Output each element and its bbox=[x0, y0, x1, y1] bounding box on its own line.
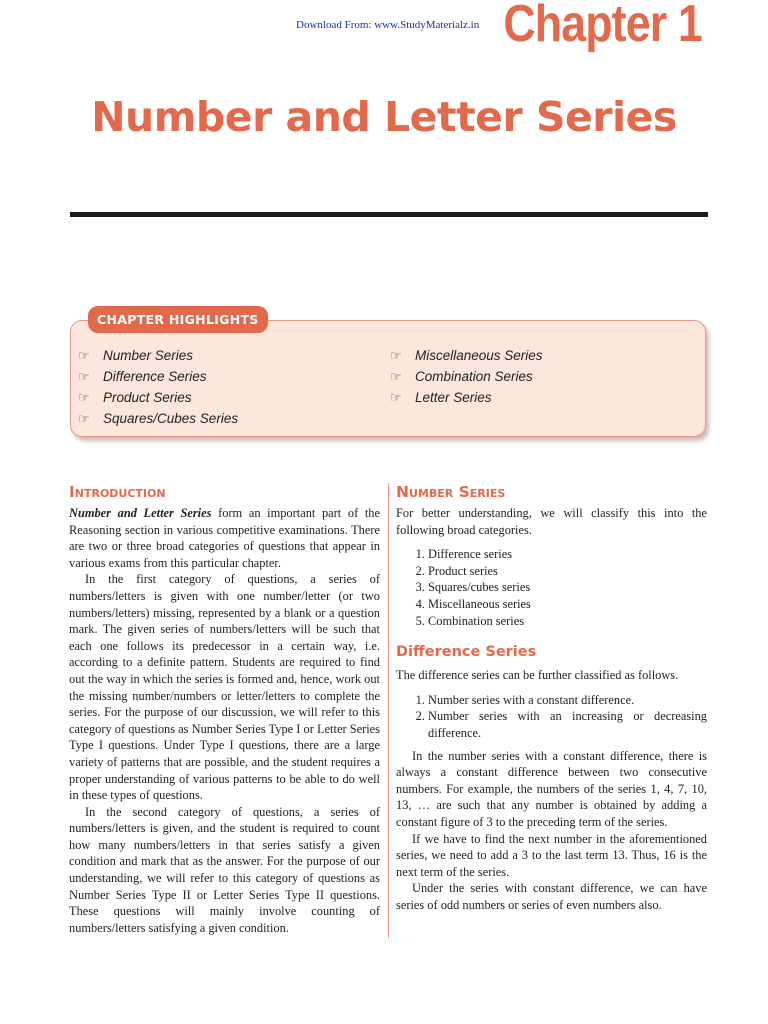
highlight-item bbox=[78, 345, 238, 366]
number-series-categories-list bbox=[396, 546, 707, 629]
highlight-item bbox=[78, 366, 238, 387]
chapter-label: Chapter 1 bbox=[503, 0, 702, 53]
pointing-hand-icon: ☞ bbox=[390, 347, 402, 363]
list-item: 1. Difference series bbox=[428, 546, 707, 563]
intro-lead-phrase: Number and Letter Series bbox=[69, 506, 212, 520]
intro-paragraph-1-text: form an important part of the Reasoning section in various competitive examinations. There are two or three broad categories of questions that appear in various exams from this particular chapter. bbox=[69, 506, 380, 570]
highlights-right-list bbox=[390, 345, 543, 408]
list-item: 2. Product series bbox=[428, 563, 707, 580]
pointing-hand-icon: ☞ bbox=[78, 389, 90, 405]
difference-series-paragraph-3: Under the series with constant difference, we can have series of odd numbers or series of even numbers also. bbox=[396, 881, 707, 912]
highlight-label: Product Series bbox=[103, 390, 192, 405]
pointing-hand-icon: ☞ bbox=[390, 368, 402, 384]
chapter-title: Number and Letter Series bbox=[91, 93, 677, 141]
pointing-hand-icon: ☞ bbox=[78, 410, 90, 426]
introduction-column bbox=[69, 482, 380, 936]
highlight-item bbox=[390, 345, 543, 366]
difference-series-paragraph-2: If we have to find the next number in the aforementioned series, we need to add a 3 to the last term 13. Thus, 16 is the next term of the series. bbox=[396, 831, 707, 879]
highlight-label: Miscellaneous Series bbox=[415, 348, 543, 363]
introduction-paragraph-3: In the second category of questions, a series of numbers/letters is given, and the student is required to count how many numbers/letters in that series satisfy a given condition and mark that as the answer. For the purpose of our understanding, we will refer to this category of questions as Number Series Type II or Letter Series Type II questions. These questions will mainly involve counting of numbers/letters satisfying a given condition. bbox=[69, 804, 380, 935]
list-item: 2. Number series with an increasing or decreasing difference. bbox=[428, 708, 707, 741]
highlight-label: Letter Series bbox=[415, 390, 492, 405]
list-item: 1. Number series with a constant difference. bbox=[428, 692, 707, 709]
difference-series-heading: Difference Series bbox=[396, 644, 537, 661]
list-item: 4. Miscellaneous series bbox=[428, 596, 707, 613]
number-series-column bbox=[396, 482, 707, 913]
highlight-item bbox=[390, 366, 543, 387]
highlight-item bbox=[390, 387, 543, 408]
introduction-heading: Introduction bbox=[69, 483, 166, 501]
difference-series-paragraph-1: In the number series with a constant difference, there is always a constant difference between two consecutive numbers. For example, the numbers of the series 1, 4, 7, 10, 13, … are such that any number is obtained by adding a constant figure of 3 to the preceding term of the series. bbox=[396, 748, 707, 829]
number-series-intro: For better understanding, we will classify this into the following broad categories. bbox=[396, 506, 707, 537]
introduction-paragraph-2: In the first category of questions, a series of numbers/letters is given with one number/letter (or two numbers/letters) missing, represented by a blank or a question mark. The given series of numbers/letters will be such that each one follows its predecessor in a certain way, i.e. according to a definite pattern. Students are required to find out the way in which the series is formed and, hence, work out the missing number/numbers or letter/letters to complete the series. For the purpose of our discussion, we will refer to this category of questions as Number Series Type I or Letter Series Type I questions. Under Type I questions, there are a large variety of patterns that are possible, and the student requires a proper understanding of various patterns to be able to do well in these types of questions. bbox=[69, 572, 380, 803]
highlight-item bbox=[78, 408, 238, 429]
highlight-item bbox=[78, 387, 238, 408]
column-divider bbox=[388, 483, 389, 938]
highlight-label: Difference Series bbox=[103, 369, 207, 384]
pointing-hand-icon: ☞ bbox=[78, 368, 90, 384]
highlight-label: Squares/Cubes Series bbox=[103, 411, 239, 426]
introduction-paragraph-1 bbox=[69, 505, 380, 571]
difference-series-list bbox=[396, 692, 707, 742]
pointing-hand-icon: ☞ bbox=[390, 389, 402, 405]
pointing-hand-icon: ☞ bbox=[78, 347, 90, 363]
list-item: 3. Squares/cubes series bbox=[428, 579, 707, 596]
difference-series-intro: The difference series can be further classified as follows. bbox=[396, 668, 679, 683]
title-rule bbox=[70, 212, 708, 217]
highlight-label: Number Series bbox=[103, 348, 194, 363]
highlight-label: Combination Series bbox=[415, 369, 533, 384]
number-series-heading: Number Series bbox=[396, 483, 506, 501]
highlights-left-list bbox=[78, 345, 238, 429]
download-source-text: Download From: www.StudyMaterialz.in bbox=[296, 19, 480, 31]
list-item: 5. Combination series bbox=[428, 613, 707, 630]
chapter-highlights-tab: CHAPTER HIGHLIGHTS bbox=[88, 306, 268, 333]
